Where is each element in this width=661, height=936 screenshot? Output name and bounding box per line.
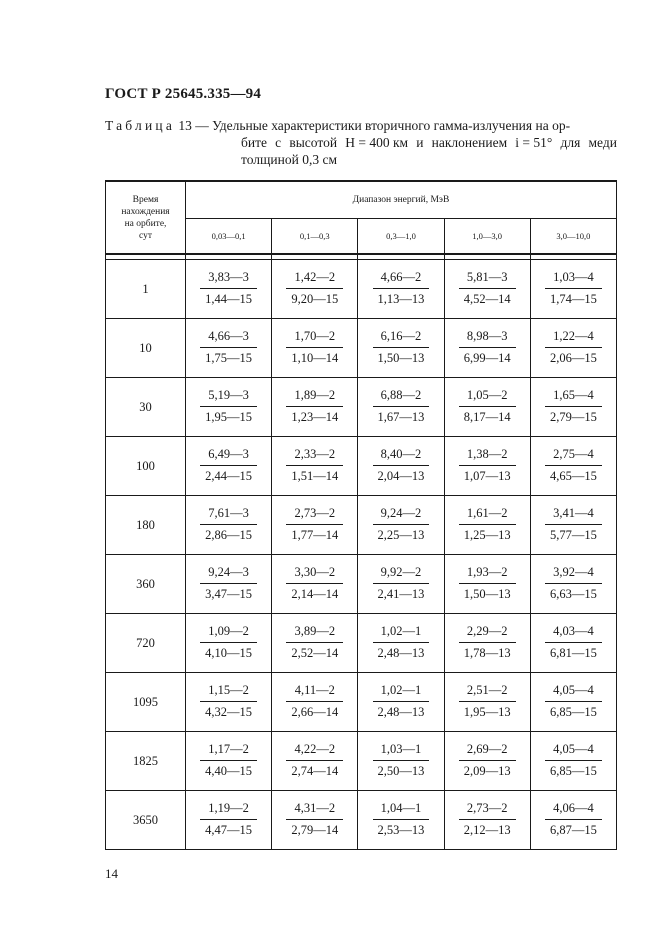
- value-cell: [444, 378, 530, 437]
- caption-line-1: [105, 117, 617, 134]
- denominator: 2,53—13: [377, 823, 425, 837]
- numerator: 2,73—2: [286, 506, 343, 525]
- denominator: 6,85—15: [549, 705, 597, 719]
- value-cell: [272, 437, 358, 496]
- denominator: 1,10—14: [291, 351, 339, 365]
- time-cell: 100: [106, 437, 186, 496]
- fraction: [373, 683, 430, 720]
- fraction: [373, 329, 430, 366]
- numerator: 4,11—2: [286, 683, 343, 702]
- table-row: [106, 496, 617, 555]
- fraction: [459, 388, 516, 425]
- denominator: 1,67—13: [377, 410, 425, 424]
- fraction: [200, 742, 257, 779]
- numerator: 3,30—2: [286, 565, 343, 584]
- value-cell: [272, 732, 358, 791]
- fraction: [545, 624, 602, 661]
- value-cell: [186, 378, 272, 437]
- value-cell: [530, 260, 616, 319]
- denominator: 2,48—13: [377, 646, 425, 660]
- denominator: 3,47—15: [205, 587, 253, 601]
- value-cell: [272, 791, 358, 850]
- caption-line-2: [105, 134, 617, 151]
- denominator: 1,51—14: [291, 469, 339, 483]
- value-cell: [358, 496, 444, 555]
- value-cell: [358, 791, 444, 850]
- table-caption: [105, 117, 617, 168]
- time-cell: 360: [106, 555, 186, 614]
- fraction: [459, 329, 516, 366]
- caption-word: H = 400 км: [345, 135, 409, 150]
- numerator: 9,92—2: [373, 565, 430, 584]
- fraction: [200, 388, 257, 425]
- fraction: [200, 683, 257, 720]
- numerator: 9,24—2: [373, 506, 430, 525]
- value-cell: [444, 260, 530, 319]
- fraction: [373, 742, 430, 779]
- denominator: 8,17—14: [463, 410, 511, 424]
- value-cell: [444, 791, 530, 850]
- caption-word: и: [416, 135, 424, 150]
- numerator: 2,75—4: [545, 447, 602, 466]
- fraction: [459, 742, 516, 779]
- document-code: ГОСТ Р 25645.335—94: [105, 86, 262, 102]
- table-row: [106, 791, 617, 850]
- value-cell: [358, 732, 444, 791]
- fraction: [373, 565, 430, 602]
- fraction: [545, 565, 602, 602]
- value-cell: [272, 378, 358, 437]
- energy-range-column-1: 0,1—0,3: [272, 219, 358, 255]
- energy-range-header: Диапазон энергий, МэВ: [186, 181, 617, 219]
- numerator: 3,83—3: [200, 270, 257, 289]
- value-cell: [186, 555, 272, 614]
- denominator: 2,44—15: [205, 469, 253, 483]
- fraction: [373, 447, 430, 484]
- numerator: 1,22—4: [545, 329, 602, 348]
- value-cell: [530, 496, 616, 555]
- value-cell: [358, 555, 444, 614]
- numerator: 2,29—2: [459, 624, 516, 643]
- numerator: 2,73—2: [459, 801, 516, 820]
- time-cell: 1: [106, 260, 186, 319]
- denominator: 1,95—15: [205, 410, 253, 424]
- denominator: 9,20—15: [291, 292, 339, 306]
- fraction: [545, 329, 602, 366]
- fraction: [545, 801, 602, 838]
- denominator: 4,32—15: [205, 705, 253, 719]
- fraction: [545, 506, 602, 543]
- caption-word: наклонением: [431, 135, 508, 150]
- numerator: 1,19—2: [200, 801, 257, 820]
- numerator: 3,92—4: [545, 565, 602, 584]
- table-row: [106, 555, 617, 614]
- value-cell: [186, 319, 272, 378]
- numerator: 1,61—2: [459, 506, 516, 525]
- table-row: [106, 732, 617, 791]
- denominator: 2,48—13: [377, 705, 425, 719]
- denominator: 2,79—15: [549, 410, 597, 424]
- value-cell: [530, 555, 616, 614]
- numerator: 1,04—1: [373, 801, 430, 820]
- value-cell: [358, 378, 444, 437]
- numerator: 5,19—3: [200, 388, 257, 407]
- numerator: 3,89—2: [286, 624, 343, 643]
- value-cell: [272, 260, 358, 319]
- numerator: 1,15—2: [200, 683, 257, 702]
- fraction: [286, 506, 343, 543]
- numerator: 4,66—2: [373, 270, 430, 289]
- energy-range-column-2: 0,3—1,0: [358, 219, 444, 255]
- denominator: 6,87—15: [549, 823, 597, 837]
- value-cell: [358, 673, 444, 732]
- value-cell: [358, 437, 444, 496]
- denominator: 2,52—14: [291, 646, 339, 660]
- fraction: [373, 801, 430, 838]
- page-number: 14: [105, 866, 118, 881]
- denominator: 2,25—13: [377, 528, 425, 542]
- denominator: 1,50—13: [463, 587, 511, 601]
- fraction: [459, 565, 516, 602]
- fraction: [545, 683, 602, 720]
- value-cell: [186, 732, 272, 791]
- value-cell: [530, 378, 616, 437]
- numerator: 4,06—4: [545, 801, 602, 820]
- value-cell: [358, 319, 444, 378]
- numerator: 1,93—2: [459, 565, 516, 584]
- numerator: 2,33—2: [286, 447, 343, 466]
- denominator: 1,23—14: [291, 410, 339, 424]
- value-cell: [272, 614, 358, 673]
- numerator: 4,22—2: [286, 742, 343, 761]
- energy-range-column-3: 1,0—3,0: [444, 219, 530, 255]
- denominator: 4,52—14: [463, 292, 511, 306]
- spectral-table: [105, 180, 617, 850]
- numerator: 1,70—2: [286, 329, 343, 348]
- fraction: [286, 565, 343, 602]
- denominator: 2,06—15: [549, 351, 597, 365]
- table-row: [106, 673, 617, 732]
- caption-line-3: толщиной 0,3 см: [241, 152, 338, 167]
- time-cell: 10: [106, 319, 186, 378]
- denominator: 4,47—15: [205, 823, 253, 837]
- caption-label: Таблица: [105, 118, 176, 133]
- time-cell: 3650: [106, 791, 186, 850]
- value-cell: [530, 673, 616, 732]
- fraction: [459, 624, 516, 661]
- value-cell: [272, 555, 358, 614]
- numerator: 7,61—3: [200, 506, 257, 525]
- fraction: [459, 683, 516, 720]
- value-cell: [444, 673, 530, 732]
- fraction: [200, 270, 257, 307]
- numerator: 1,02—1: [373, 624, 430, 643]
- denominator: 6,81—15: [549, 646, 597, 660]
- denominator: 1,25—13: [463, 528, 511, 542]
- numerator: 1,17—2: [200, 742, 257, 761]
- numerator: 4,31—2: [286, 801, 343, 820]
- numerator: 1,89—2: [286, 388, 343, 407]
- numerator: 1,03—4: [545, 270, 602, 289]
- denominator: 1,78—13: [463, 646, 511, 660]
- fraction: [373, 506, 430, 543]
- caption-word: меди: [588, 135, 617, 150]
- fraction: [286, 388, 343, 425]
- time-column-header: [106, 181, 186, 254]
- denominator: 1,74—15: [549, 292, 597, 306]
- denominator: 4,65—15: [549, 469, 597, 483]
- value-cell: [530, 437, 616, 496]
- value-cell: [186, 673, 272, 732]
- numerator: 4,05—4: [545, 742, 602, 761]
- denominator: 2,04—13: [377, 469, 425, 483]
- fraction: [286, 329, 343, 366]
- denominator: 2,41—13: [377, 587, 425, 601]
- fraction: [286, 683, 343, 720]
- value-cell: [186, 614, 272, 673]
- time-header-line: нахождения: [121, 206, 170, 217]
- fraction: [459, 270, 516, 307]
- energy-range-column-4: 3,0—10,0: [530, 219, 616, 255]
- numerator: 1,38—2: [459, 447, 516, 466]
- caption-word: с: [275, 135, 282, 150]
- denominator: 2,79—14: [291, 823, 339, 837]
- time-cell: 720: [106, 614, 186, 673]
- fraction: [200, 447, 257, 484]
- value-cell: [186, 260, 272, 319]
- numerator: 1,65—4: [545, 388, 602, 407]
- time-header-line: Время: [132, 194, 159, 205]
- numerator: 1,42—2: [286, 270, 343, 289]
- value-cell: [272, 673, 358, 732]
- fraction: [459, 506, 516, 543]
- denominator: 1,13—13: [377, 292, 425, 306]
- denominator: 1,44—15: [205, 292, 253, 306]
- fraction: [545, 742, 602, 779]
- denominator: 4,40—15: [205, 764, 253, 778]
- numerator: 8,98—3: [459, 329, 516, 348]
- fraction: [545, 447, 602, 484]
- denominator: 1,95—13: [463, 705, 511, 719]
- energy-range-column-0: 0,03—0,1: [186, 219, 272, 255]
- numerator: 6,49—3: [200, 447, 257, 466]
- denominator: 6,63—15: [549, 587, 597, 601]
- fraction: [373, 388, 430, 425]
- numerator: 2,51—2: [459, 683, 516, 702]
- value-cell: [358, 260, 444, 319]
- fraction: [373, 624, 430, 661]
- time-cell: 1095: [106, 673, 186, 732]
- fraction: [286, 742, 343, 779]
- numerator: 1,05—2: [459, 388, 516, 407]
- fraction: [459, 447, 516, 484]
- value-cell: [444, 319, 530, 378]
- denominator: 1,07—13: [463, 469, 511, 483]
- fraction: [200, 624, 257, 661]
- value-cell: [530, 614, 616, 673]
- table-row: [106, 614, 617, 673]
- fraction: [286, 270, 343, 307]
- numerator: 4,03—4: [545, 624, 602, 643]
- value-cell: [530, 732, 616, 791]
- table-row: [106, 319, 617, 378]
- value-cell: [272, 319, 358, 378]
- fraction: [286, 624, 343, 661]
- numerator: 4,66—3: [200, 329, 257, 348]
- fraction: [200, 329, 257, 366]
- denominator: 1,75—15: [205, 351, 253, 365]
- denominator: 2,74—14: [291, 764, 339, 778]
- table-row: [106, 260, 617, 319]
- numerator: 1,03—1: [373, 742, 430, 761]
- caption-word: для: [560, 135, 581, 150]
- numerator: 1,02—1: [373, 683, 430, 702]
- time-header-line: на орбите,: [124, 218, 167, 229]
- fraction: [286, 801, 343, 838]
- value-cell: [530, 319, 616, 378]
- value-cell: [444, 555, 530, 614]
- denominator: 6,99—14: [463, 351, 511, 365]
- value-cell: [444, 614, 530, 673]
- fraction: [373, 270, 430, 307]
- caption-word: i = 51°: [515, 135, 553, 150]
- value-cell: [444, 732, 530, 791]
- denominator: 1,50—13: [377, 351, 425, 365]
- numerator: 1,09—2: [200, 624, 257, 643]
- fraction: [459, 801, 516, 838]
- fraction: [200, 506, 257, 543]
- numerator: 9,24—3: [200, 565, 257, 584]
- denominator: 2,12—13: [463, 823, 511, 837]
- time-cell: 30: [106, 378, 186, 437]
- numerator: 8,40—2: [373, 447, 430, 466]
- value-cell: [358, 614, 444, 673]
- denominator: 1,77—14: [291, 528, 339, 542]
- table-row: [106, 378, 617, 437]
- fraction: [200, 801, 257, 838]
- numerator: 6,16—2: [373, 329, 430, 348]
- time-cell: 180: [106, 496, 186, 555]
- caption-line-1-text: 13 — Удельные характеристики вторичного гамма-излучения на ор-: [175, 118, 571, 133]
- numerator: 2,69—2: [459, 742, 516, 761]
- fraction: [286, 447, 343, 484]
- value-cell: [530, 791, 616, 850]
- fraction: [200, 565, 257, 602]
- time-cell: 1825: [106, 732, 186, 791]
- denominator: 2,14—14: [291, 587, 339, 601]
- numerator: 6,88—2: [373, 388, 430, 407]
- denominator: 6,85—15: [549, 764, 597, 778]
- numerator: 4,05—4: [545, 683, 602, 702]
- numerator: 5,81—3: [459, 270, 516, 289]
- denominator: 2,09—13: [463, 764, 511, 778]
- numerator: 3,41—4: [545, 506, 602, 525]
- value-cell: [444, 496, 530, 555]
- time-header-line: сут: [139, 230, 152, 241]
- value-cell: [186, 496, 272, 555]
- caption-word: высотой: [289, 135, 338, 150]
- denominator: 4,10—15: [205, 646, 253, 660]
- value-cell: [186, 791, 272, 850]
- value-cell: [272, 496, 358, 555]
- value-cell: [186, 437, 272, 496]
- table-row: [106, 437, 617, 496]
- denominator: 5,77—15: [549, 528, 597, 542]
- fraction: [545, 388, 602, 425]
- value-cell: [444, 437, 530, 496]
- denominator: 2,66—14: [291, 705, 339, 719]
- caption-word: бите: [241, 135, 267, 150]
- fraction: [545, 270, 602, 307]
- denominator: 2,86—15: [205, 528, 253, 542]
- denominator: 2,50—13: [377, 764, 425, 778]
